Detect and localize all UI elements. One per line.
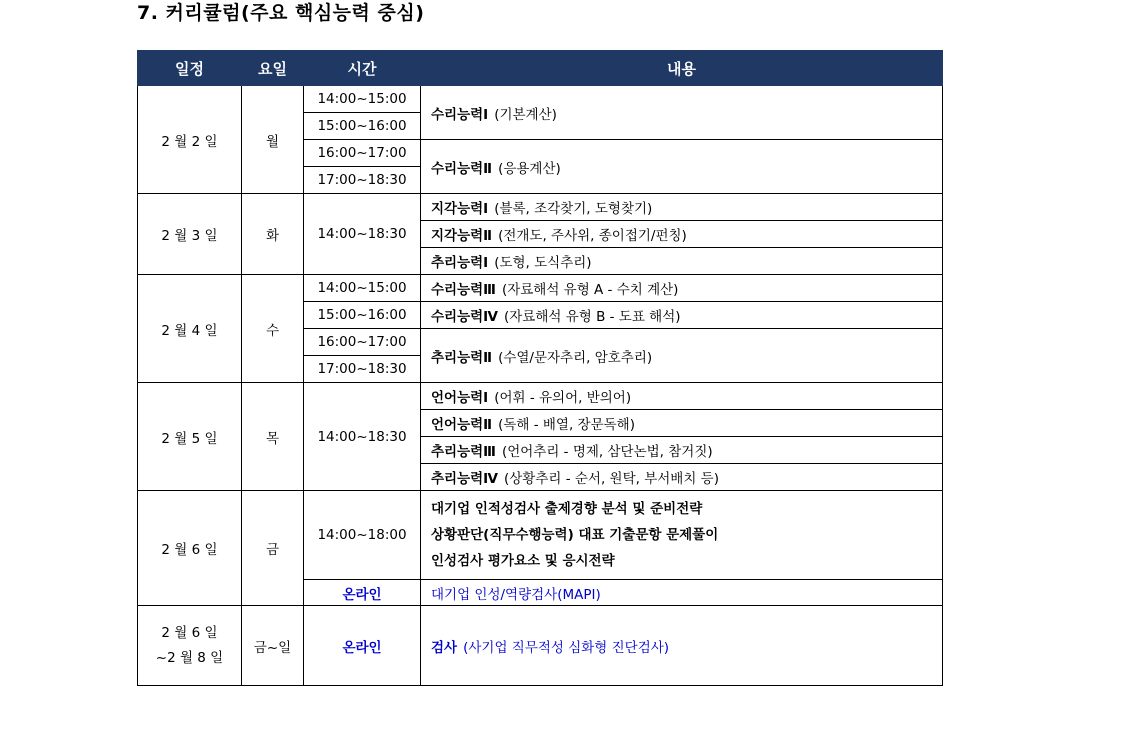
content-sub: (기본계산): [494, 106, 557, 123]
content-line: 상황판단(직무수행능력) 대표 기출문항 문제풀이: [431, 527, 719, 543]
online-time-cell: 온라인: [304, 580, 421, 606]
time-cell: 14:00~15:00: [304, 86, 421, 113]
content-title: 검사: [431, 639, 458, 656]
curriculum-table: [137, 50, 943, 686]
content-title: 지각능력Ⅱ: [431, 228, 493, 244]
table-row: [138, 275, 943, 302]
page-title: 7. 커리큘럼(주요 핵심능력 중심): [137, 2, 425, 24]
day-cell: 화: [242, 194, 304, 275]
content-title: 수리능력Ⅳ: [431, 309, 498, 325]
date-cell: 2 월 4 일: [138, 275, 242, 383]
content-cell: [421, 248, 943, 275]
time-cell: 17:00~18:30: [304, 356, 421, 383]
date-line: 2 월 6 일: [161, 624, 218, 641]
content-title: 추리능력Ⅰ: [431, 255, 489, 271]
content-sub: (수열/문자추리, 암호추리): [498, 349, 653, 366]
date-cell: 2 월 2 일: [138, 86, 242, 194]
header-date: 일정: [138, 51, 242, 86]
content-sub: (응용계산): [498, 160, 561, 177]
content-sub: (상황추리 - 순서, 원탁, 부서배치 등): [504, 471, 719, 487]
day-cell: 목: [242, 383, 304, 491]
table-row: [138, 491, 943, 580]
time-cell: 14:00~18:30: [304, 194, 421, 275]
time-cell: 16:00~17:00: [304, 140, 421, 167]
header-content: 내용: [421, 51, 943, 86]
content-title: 수리능력Ⅰ: [431, 106, 489, 123]
table-row: [138, 194, 943, 221]
content-sub: (언어추리 - 명제, 삼단논법, 참거짓): [501, 444, 713, 460]
date-cell: 2 월 5 일: [138, 383, 242, 491]
content-cell: [421, 275, 943, 302]
content-title: 추리능력Ⅳ: [431, 471, 498, 487]
content-cell: [421, 437, 943, 464]
content-cell: [421, 491, 943, 580]
day-cell: 월: [242, 86, 304, 194]
time-cell: 15:00~16:00: [304, 113, 421, 140]
content-sub: (어휘 - 유의어, 반의어): [494, 390, 632, 406]
time-cell: 14:00~15:00: [304, 275, 421, 302]
content-sub: (도형, 도식추리): [494, 255, 592, 271]
content-title: 추리능력Ⅱ: [431, 349, 493, 366]
content-title: 언어능력Ⅱ: [431, 417, 493, 433]
content-sub: (블록, 조각찾기, 도형찾기): [494, 201, 653, 217]
time-cell: 16:00~17:00: [304, 329, 421, 356]
content-title: 수리능력Ⅱ: [431, 160, 493, 177]
content-cell: [421, 86, 943, 140]
time-cell: 15:00~16:00: [304, 302, 421, 329]
online-time-cell: 온라인: [304, 606, 421, 686]
header-time: 시간: [304, 51, 421, 86]
content-cell: [421, 140, 943, 194]
content-line: 대기업 인적성검사 출제경향 분석 및 준비전략: [431, 501, 703, 517]
day-cell: 수: [242, 275, 304, 383]
content-cell: [421, 329, 943, 383]
table-row: [138, 86, 943, 113]
content-cell: [421, 194, 943, 221]
content-cell: [421, 410, 943, 437]
day-cell: 금~일: [242, 606, 304, 686]
content-cell: [421, 221, 943, 248]
content-sub: (자료해석 유형 B - 도표 해석): [504, 309, 681, 325]
table-header-row: [138, 51, 943, 86]
table-row: [138, 383, 943, 410]
date-line: ~2 월 8 일: [155, 649, 224, 666]
time-cell: 17:00~18:30: [304, 167, 421, 194]
content-sub: (독해 - 배열, 장문독해): [498, 417, 635, 433]
content-sub: (사기업 직무적성 심화형 진단검사): [463, 639, 670, 656]
content-cell: [421, 302, 943, 329]
content-cell: [421, 383, 943, 410]
content-title: 언어능력Ⅰ: [431, 390, 489, 406]
content-cell: [421, 464, 943, 491]
table-row: [138, 606, 943, 686]
time-cell: 14:00~18:00: [304, 491, 421, 580]
day-cell: 금: [242, 491, 304, 606]
date-cell: 2 월 6 일: [138, 491, 242, 606]
content-sub: (전개도, 주사위, 종이접기/펀칭): [498, 228, 687, 244]
content-title: 수리능력Ⅲ: [431, 282, 496, 298]
content-line: 인성검사 평가요소 및 응시전략: [431, 553, 615, 569]
date-cell: 2 월 3 일: [138, 194, 242, 275]
content-cell: [421, 606, 943, 686]
content-title: 추리능력Ⅲ: [431, 444, 496, 460]
time-cell: 14:00~18:30: [304, 383, 421, 491]
content-title: 지각능력Ⅰ: [431, 201, 489, 217]
content-sub: (자료해석 유형 A - 수치 계산): [501, 282, 679, 298]
header-day: 요일: [242, 51, 304, 86]
date-cell: [138, 606, 242, 686]
online-content-cell: 대기업 인성/역량검사(MAPI): [421, 580, 943, 606]
